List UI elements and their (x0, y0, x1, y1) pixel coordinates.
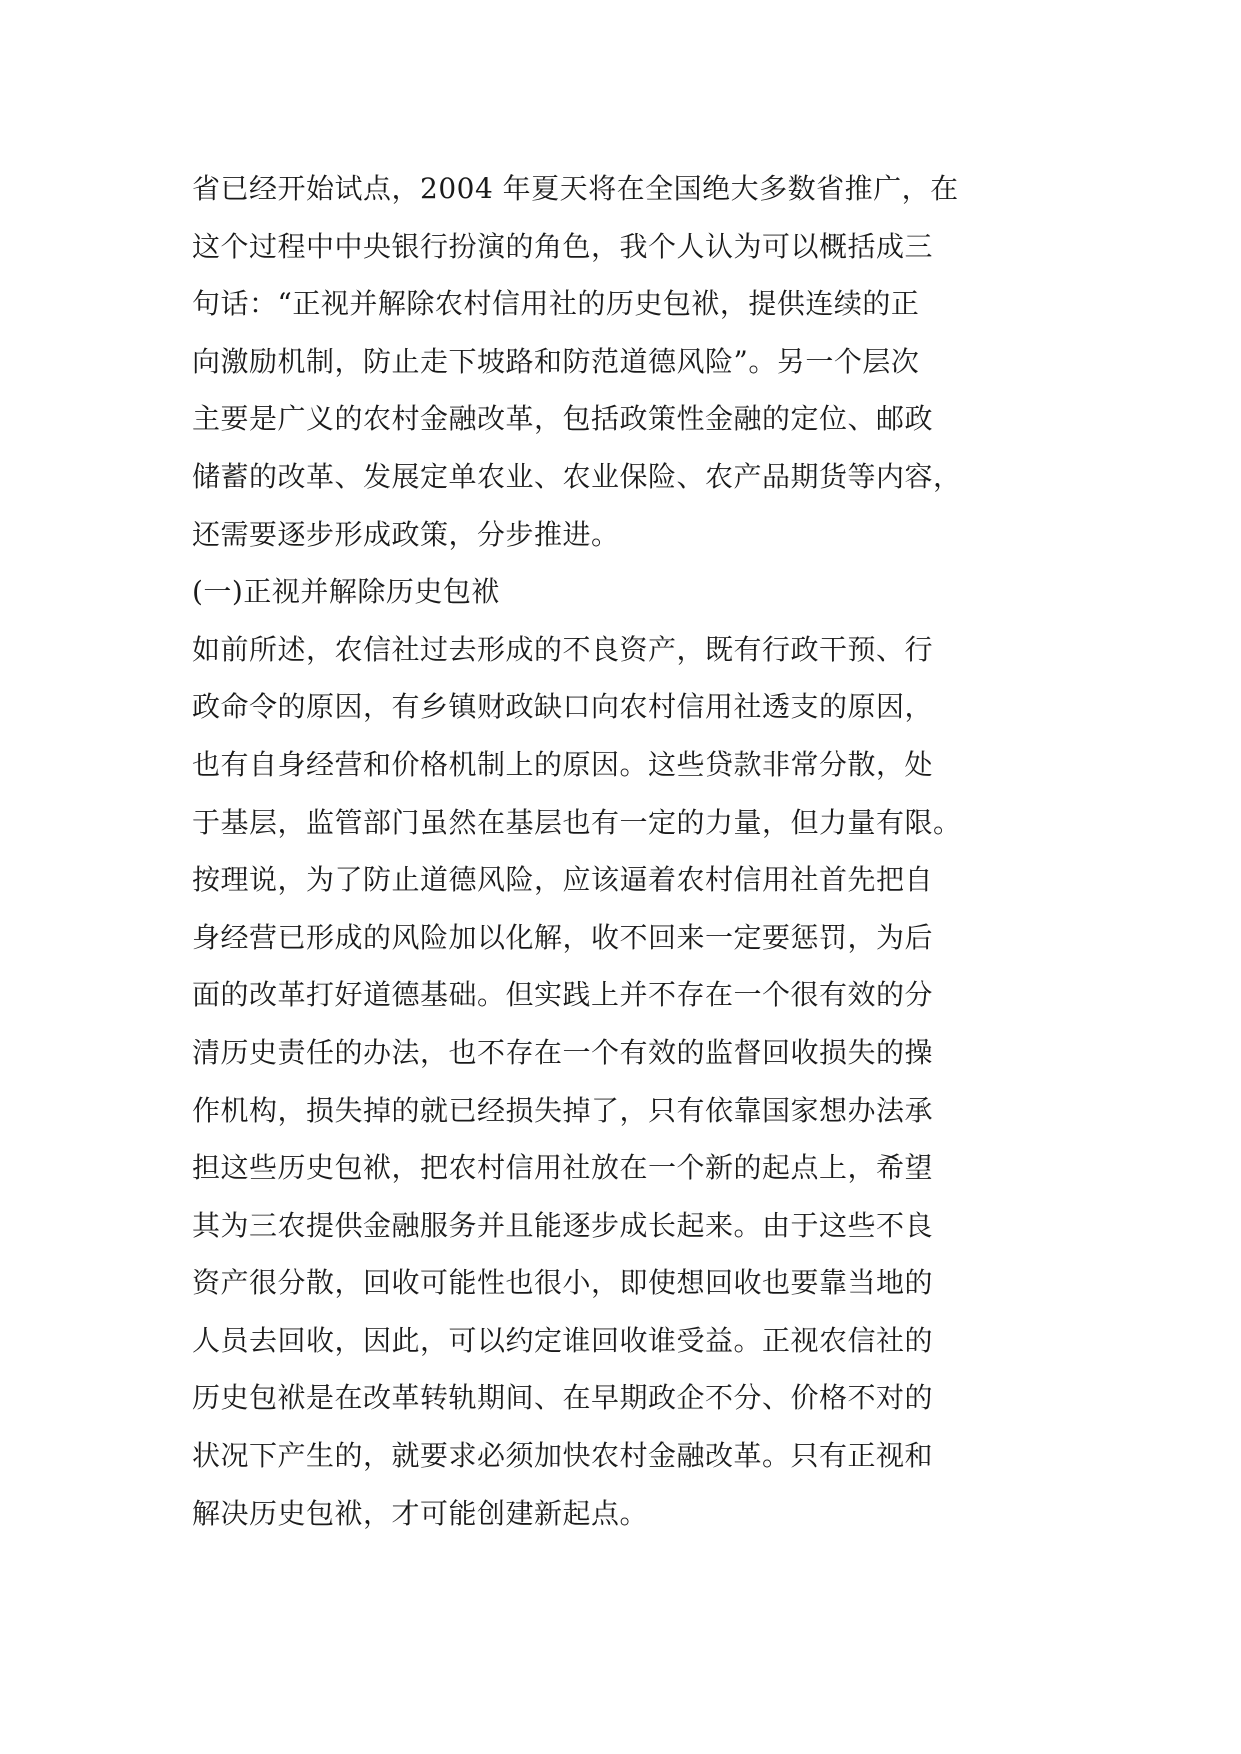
text-line: 清历史责任的办法，也不存在一个有效的监督回收损失的操 (192, 1035, 934, 1069)
text-line: 还需要逐步形成政策，分步推进。 (192, 517, 620, 551)
body-text (192, 160, 1072, 1542)
text-line: 也有自身经营和价格机制上的原因。这些贷款非常分散，处 (192, 747, 934, 781)
text-line: 如前所述，农信社过去形成的不良资产，既有行政干预、行 (192, 632, 934, 666)
text-line: 按理说，为了防止道德风险，应该逼着农村信用社首先把自 (192, 863, 934, 897)
text-line: 句话：“正视并解除农村信用社的历史包袱，提供连续的正 (192, 287, 920, 321)
text-line: 作机构，损失掉的就已经损失掉了，只有依靠国家想办法承 (192, 1093, 934, 1127)
text-line: 状况下产生的，就要求必须加快农村金融改革。只有正视和 (192, 1439, 934, 1473)
text-line: 历史包袱是在改革转轨期间、在早期政企不分、价格不对的 (192, 1381, 934, 1415)
text-line: 解决历史包袱，才可能创建新起点。 (192, 1496, 649, 1530)
text-line: 这个过程中中央银行扮演的角色，我个人认为可以概括成三 (192, 229, 934, 263)
text-line: 担这些历史包袱，把农村信用社放在一个新的起点上，希望 (192, 1151, 934, 1185)
text-line: 于基层，监管部门虽然在基层也有一定的力量，但力量有限。 (192, 805, 962, 839)
text-line: 储蓄的改革、发展定单农业、农业保险、农产品期货等内容， (192, 459, 962, 493)
text-line: 向激励机制，防止走下坡路和防范道德风险”。另一个层次 (192, 344, 920, 378)
text-line: 省已经开始试点，2004 年夏天将在全国绝大多数省推广，在 (192, 172, 959, 205)
text-line: 政命令的原因，有乡镇财政缺口向农村信用社透支的原因， (192, 690, 934, 724)
text-line: 其为三农提供金融服务并且能逐步成长起来。由于这些不良 (192, 1208, 934, 1242)
text-line: 身经营已形成的风险加以化解，收不回来一定要惩罚，为后 (192, 920, 934, 954)
text-line: 主要是广义的农村金融改革，包括政策性金融的定位、邮政 (192, 402, 934, 436)
text-line: 人员去回收，因此，可以约定谁回收谁受益。正视农信社的 (192, 1323, 934, 1357)
text-line: 面的改革打好道德基础。但实践上并不存在一个很有效的分 (192, 978, 934, 1012)
text-line: 资产很分散，回收可能性也很小，即使想回收也要靠当地的 (192, 1266, 934, 1300)
section-heading: (一)正视并解除历史包袱 (192, 575, 500, 609)
